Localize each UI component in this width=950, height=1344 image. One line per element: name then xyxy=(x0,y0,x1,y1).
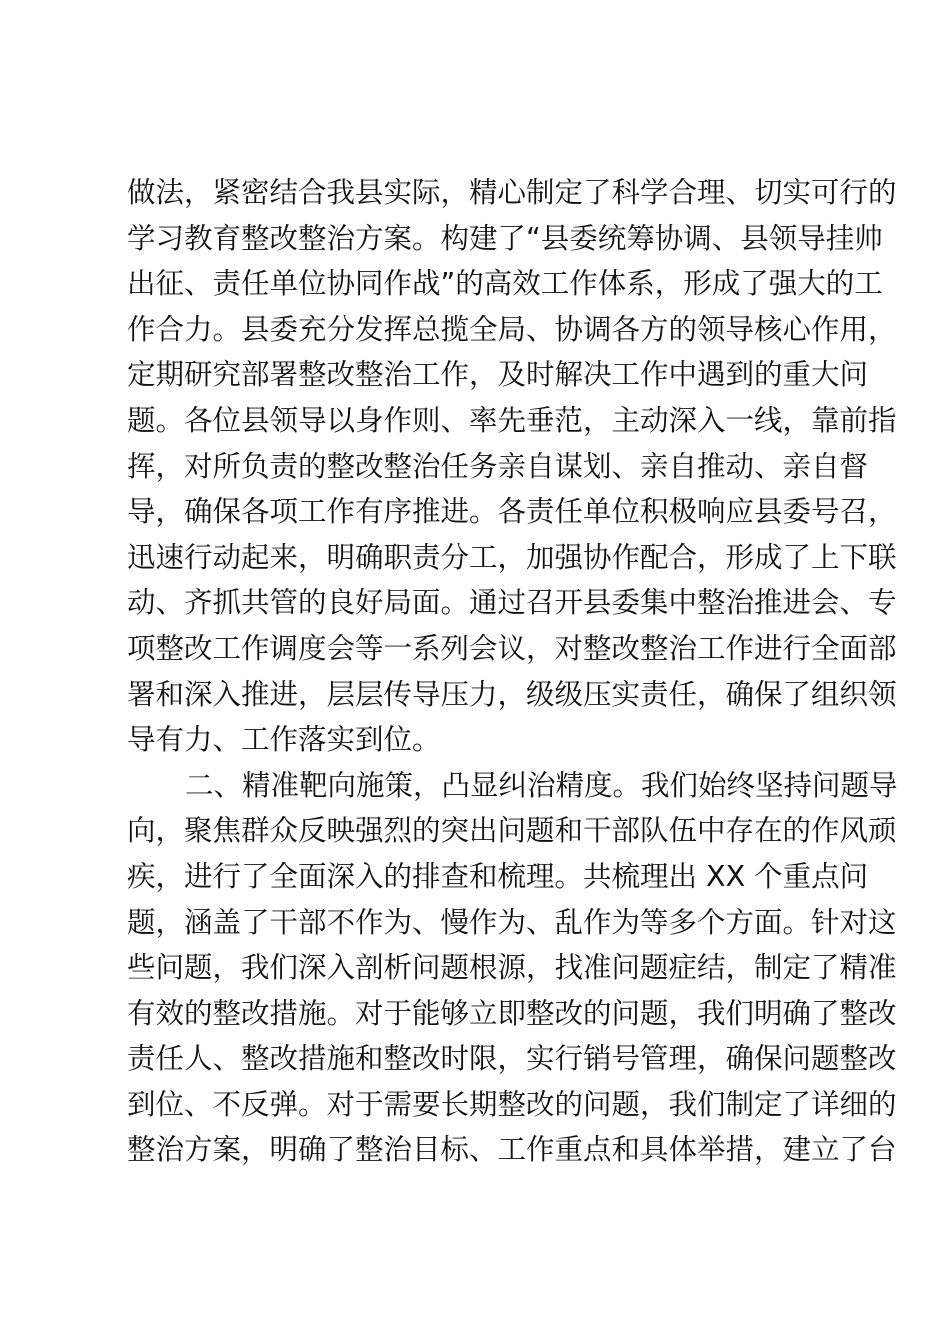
paragraph-precision xyxy=(127,763,898,1173)
text-line: 项整改工作调度会等一系列会议，对整改整治工作进行全面部 xyxy=(127,631,897,665)
text-line: 迅速行动起来，明确职责分工，加强协作配合，形成了上下联 xyxy=(127,540,897,574)
text-line: 做法，紧密结合我县实际，精心制定了科学合理、切实可行的 xyxy=(127,176,897,209)
text-line: 题，涵盖了干部不作为、慢作为、乱作为等多个方面。针对这 xyxy=(127,905,897,939)
section-heading-line: 二、精准靶向施策，凸显纠治精度。我们始终坚持问题导 xyxy=(185,768,898,802)
text-line: 整治方案，明确了整治目标、工作重点和具体举措，建立了台 xyxy=(127,1133,897,1167)
text-line: 有效的整改措施。对于能够立即整改的问题，我们明确了整改 xyxy=(127,996,897,1030)
text-line: 疾，进行了全面深入的排查和梳理。共梳理出 XX 个重点问 xyxy=(127,859,869,893)
text-line: 挥，对所负责的整改整治任务亲自谋划、亲自推动、亲自督 xyxy=(127,449,869,483)
paragraph-leadership xyxy=(127,170,897,763)
document-body xyxy=(127,170,898,1173)
text-line: 动、齐抓共管的良好局面。通过召开县委集中整治推进会、专 xyxy=(127,586,897,620)
text-line: 责任人、整改措施和整改时限，实行销号管理，确保问题整改 xyxy=(127,1042,897,1076)
text-line: 向，聚焦群众反映强烈的突出问题和干部队伍中存在的作风顽 xyxy=(127,814,897,848)
text-line: 出征、责任单位协同作战”的高效工作体系，形成了强大的工 xyxy=(127,267,883,301)
text-line: 作合力。县委充分发挥总揽全局、协调各方的领导核心作用， xyxy=(127,312,897,346)
text-line: 些问题，我们深入剖析问题根源，找准问题症结，制定了精准 xyxy=(127,951,897,985)
text-line: 题。各位县领导以身作则、率先垂范，主动深入一线，靠前指 xyxy=(127,403,897,437)
text-line: 导有力、工作落实到位。 xyxy=(127,723,441,757)
text-line: 到位、不反弹。对于需要长期整改的问题，我们制定了详细的 xyxy=(127,1087,897,1121)
text-line: 学习教育整改整治方案。构建了“县委统筹协调、县领导挂帅 xyxy=(127,221,883,255)
text-line: 署和深入推进，层层传导压力，级级压实责任，确保了组织领 xyxy=(127,677,897,711)
text-line: 定期研究部署整改整治工作，及时解决工作中遇到的重大问 xyxy=(127,358,869,392)
text-line: 导，确保各项工作有序推进。各责任单位积极响应县委号召， xyxy=(127,495,897,529)
